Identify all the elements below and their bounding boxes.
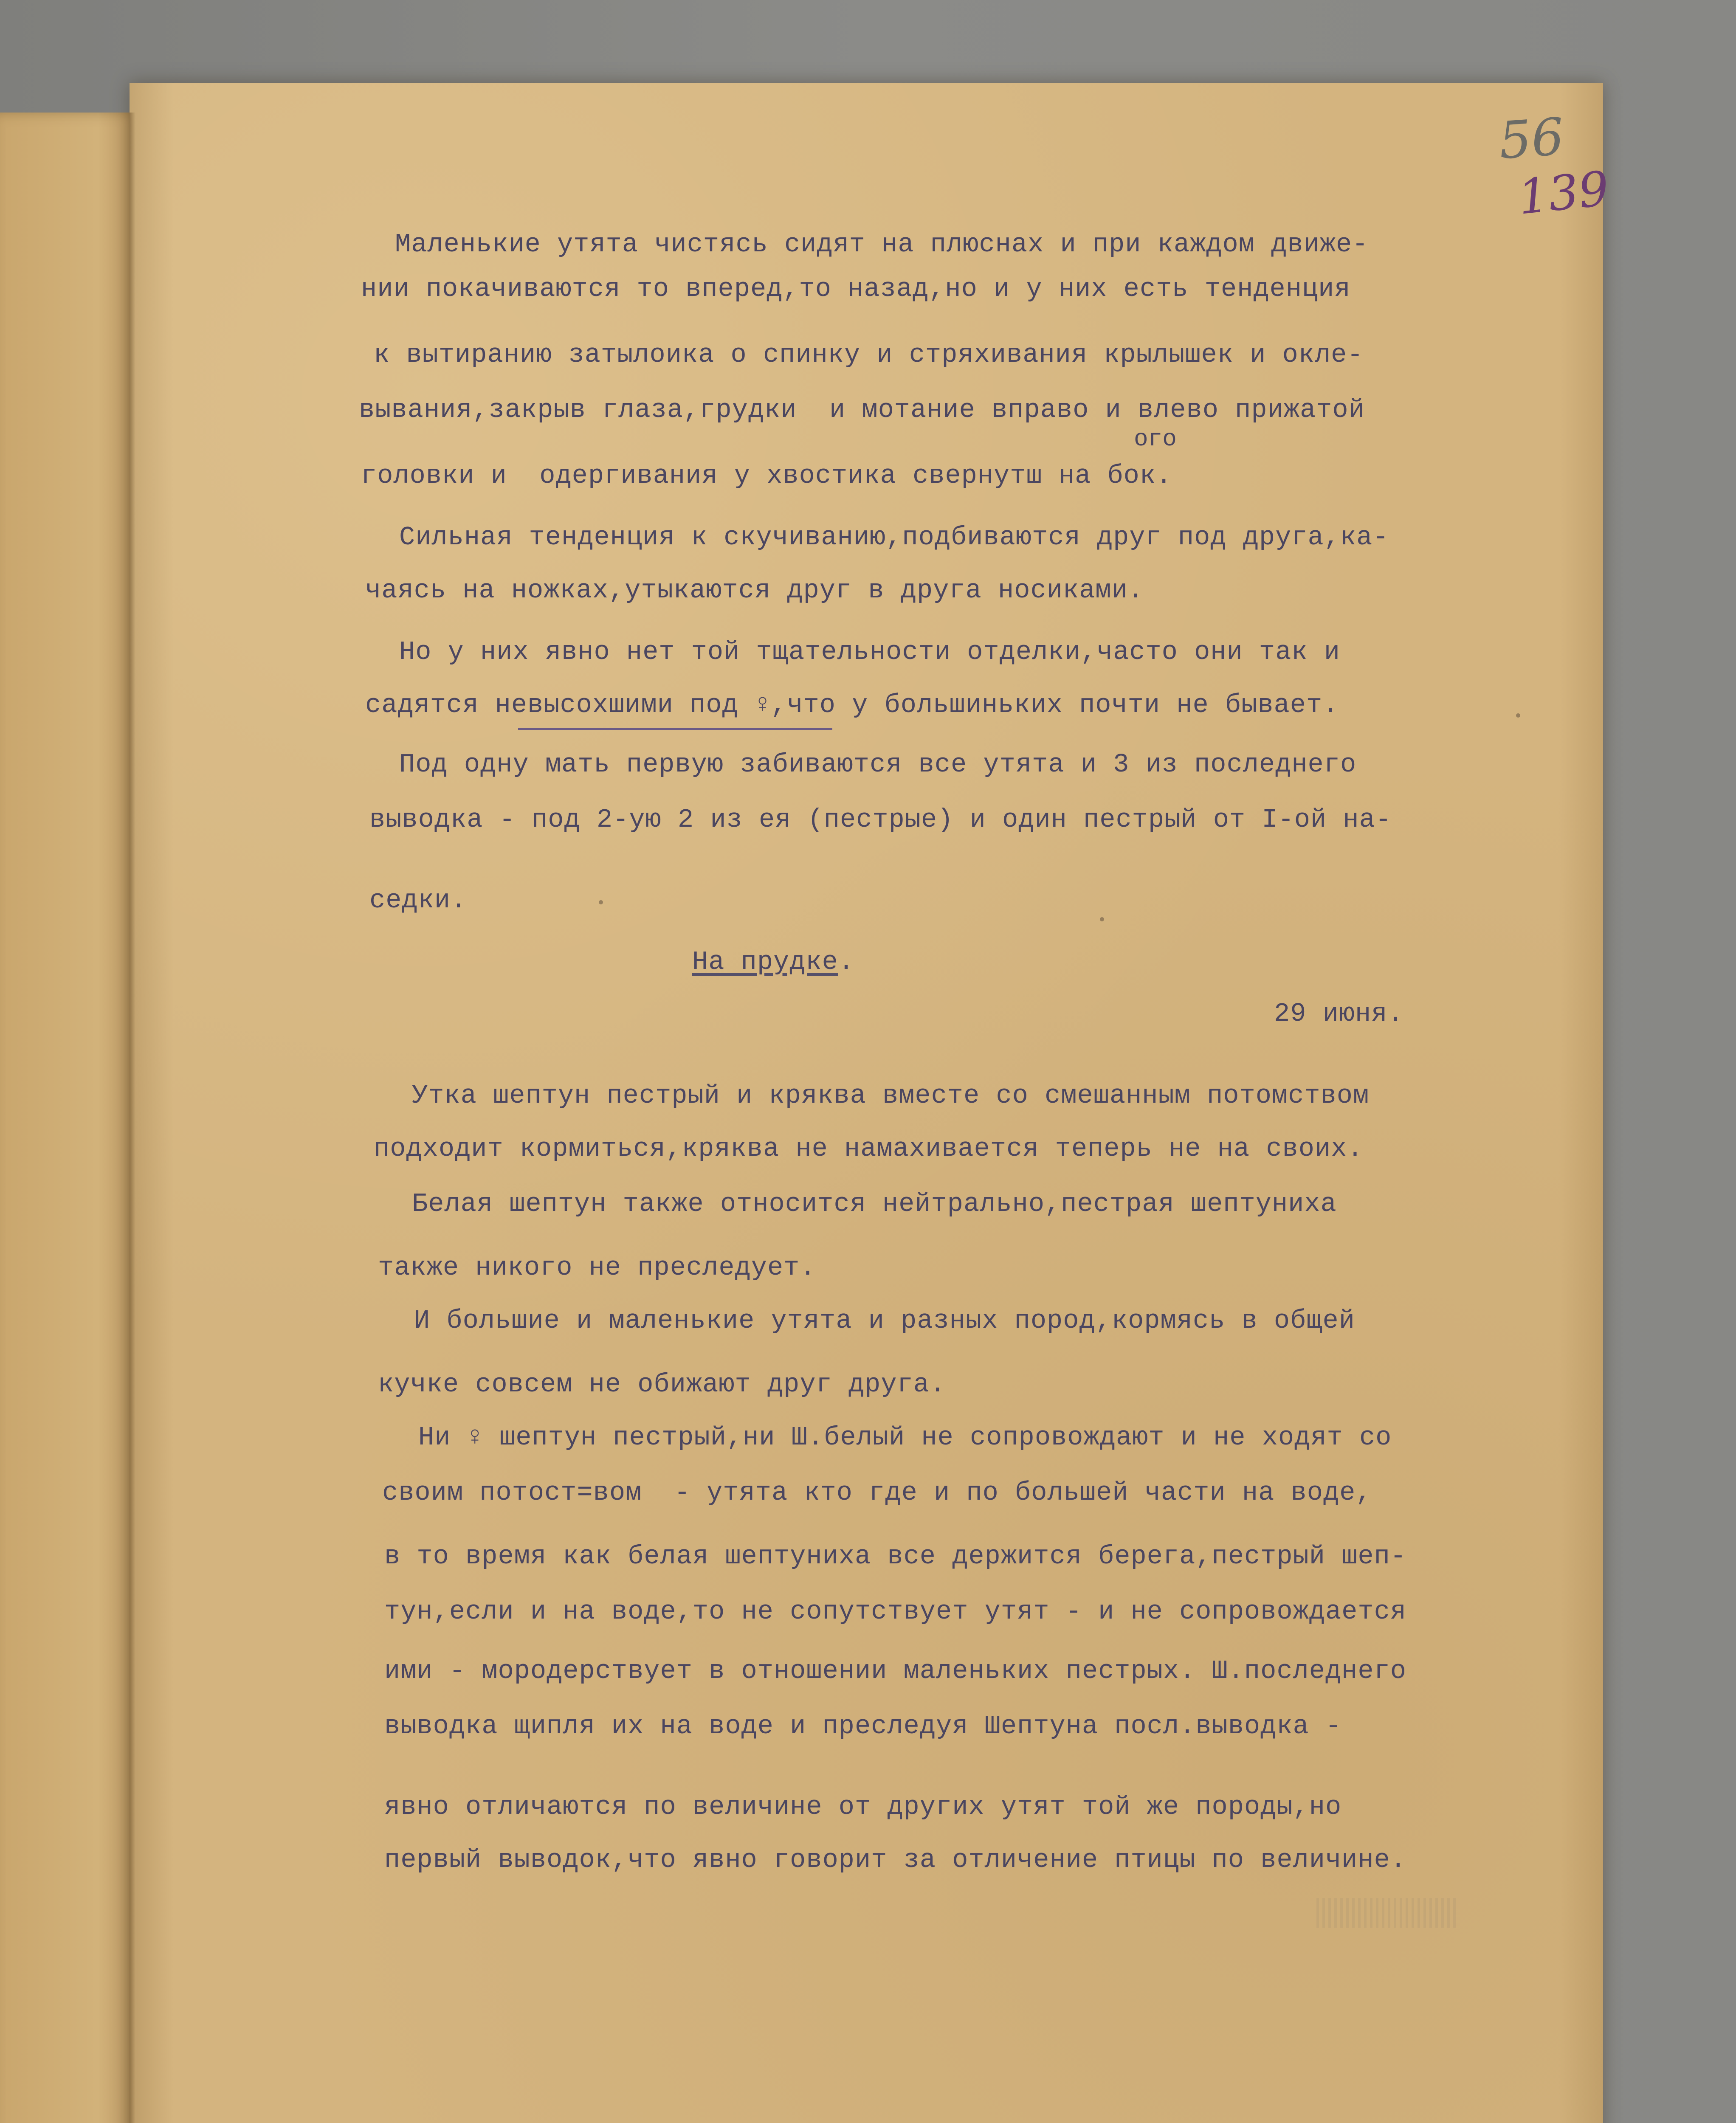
text-line: явно отличаются по величине от других утят той же породы,но	[384, 1792, 1342, 1822]
text-line: И большие и маленькие утята и разных пород,кормясь в общей	[414, 1306, 1355, 1336]
section-heading	[692, 947, 854, 977]
text-line: садятся невысохшими под ♀,что у большиньких почти не бывает.	[365, 690, 1339, 720]
text-line: Но у них явно нет той тщательности отделки,часто они так и	[399, 637, 1340, 667]
text-line: Под одну мать первую забиваются все утята и 3 из последнего	[399, 749, 1357, 780]
text-line: чаясь на ножках,утыкаются друг в друга носиками.	[365, 575, 1144, 605]
text-line: Белая шептун также относится нейтрально,пестрая шептуниха	[412, 1189, 1337, 1219]
text-line: подходит кормиться,кряква не намахивается теперь не на своих.	[374, 1134, 1364, 1164]
text-line: к вытиранию затылоика о спинку и стряхивания крылышек и окле-	[374, 340, 1364, 370]
folio-ink-number: 139	[1515, 161, 1612, 225]
page-fold	[130, 113, 135, 2123]
folio-pencil-number: 56	[1497, 107, 1566, 171]
text-line: седки.	[369, 885, 467, 915]
text-line: Маленькие утята чистясь сидят на плюснах и при каждом движе-	[395, 229, 1369, 259]
interlinear-correction: ого	[1134, 425, 1177, 453]
paper-speck	[1100, 917, 1104, 921]
text-line: своим потост=вом - утята кто где и по большей части на воде,	[382, 1478, 1372, 1508]
entry-date: 29 июня.	[1274, 999, 1404, 1029]
text-line: в то время как белая шептуниха все держится берега,пестрый шеп-	[384, 1541, 1406, 1571]
text-line: тун,если и на воде,то не сопутствует утят - и не сопровождается	[384, 1596, 1406, 1627]
text-line: первый выводок,что явно говорит за отличение птицы по величине.	[384, 1845, 1406, 1875]
faint-stamp	[1316, 1898, 1457, 1928]
underline-mark	[518, 728, 832, 730]
text-line: выводка щипля их на воде и преследуя Шептуна посл.выводка -	[384, 1711, 1342, 1741]
text-line: головки и одергивания у хвостика свернутш на бок.	[361, 461, 1172, 491]
section-heading-text: На прудке	[692, 947, 838, 977]
paper-speck	[1516, 713, 1520, 718]
text-line: вывания,закрыв глаза,грудки и мотание вправо и влево прижатой	[359, 395, 1365, 425]
text-line: выводка - под 2-ую 2 из ея (пестрые) и один пестрый от I-ой на-	[369, 805, 1392, 835]
text-line: Ни ♀ шептун пестрый,ни Ш.белый не сопровождают и не ходят со	[418, 1422, 1392, 1453]
text-line: нии покачиваются то вперед,то назад,но и у них есть тенденция	[361, 274, 1351, 304]
text-line: Утка шептун пестрый и кряква вместе со смешанным потомством	[412, 1081, 1370, 1111]
text-line: ими - мородерствует в отношении маленьких пестрых. Ш.последнего	[384, 1656, 1406, 1686]
text-line: Сильная тенденция к скучиванию,подбиваются друг под друга,ка-	[399, 522, 1389, 552]
section-heading-dot: .	[838, 947, 855, 977]
left-page-edge	[0, 113, 140, 2123]
paper-speck	[599, 900, 603, 904]
text-line: также никого не преследует.	[378, 1253, 816, 1283]
text-line: кучке совсем не обижают друг друга.	[378, 1369, 946, 1399]
